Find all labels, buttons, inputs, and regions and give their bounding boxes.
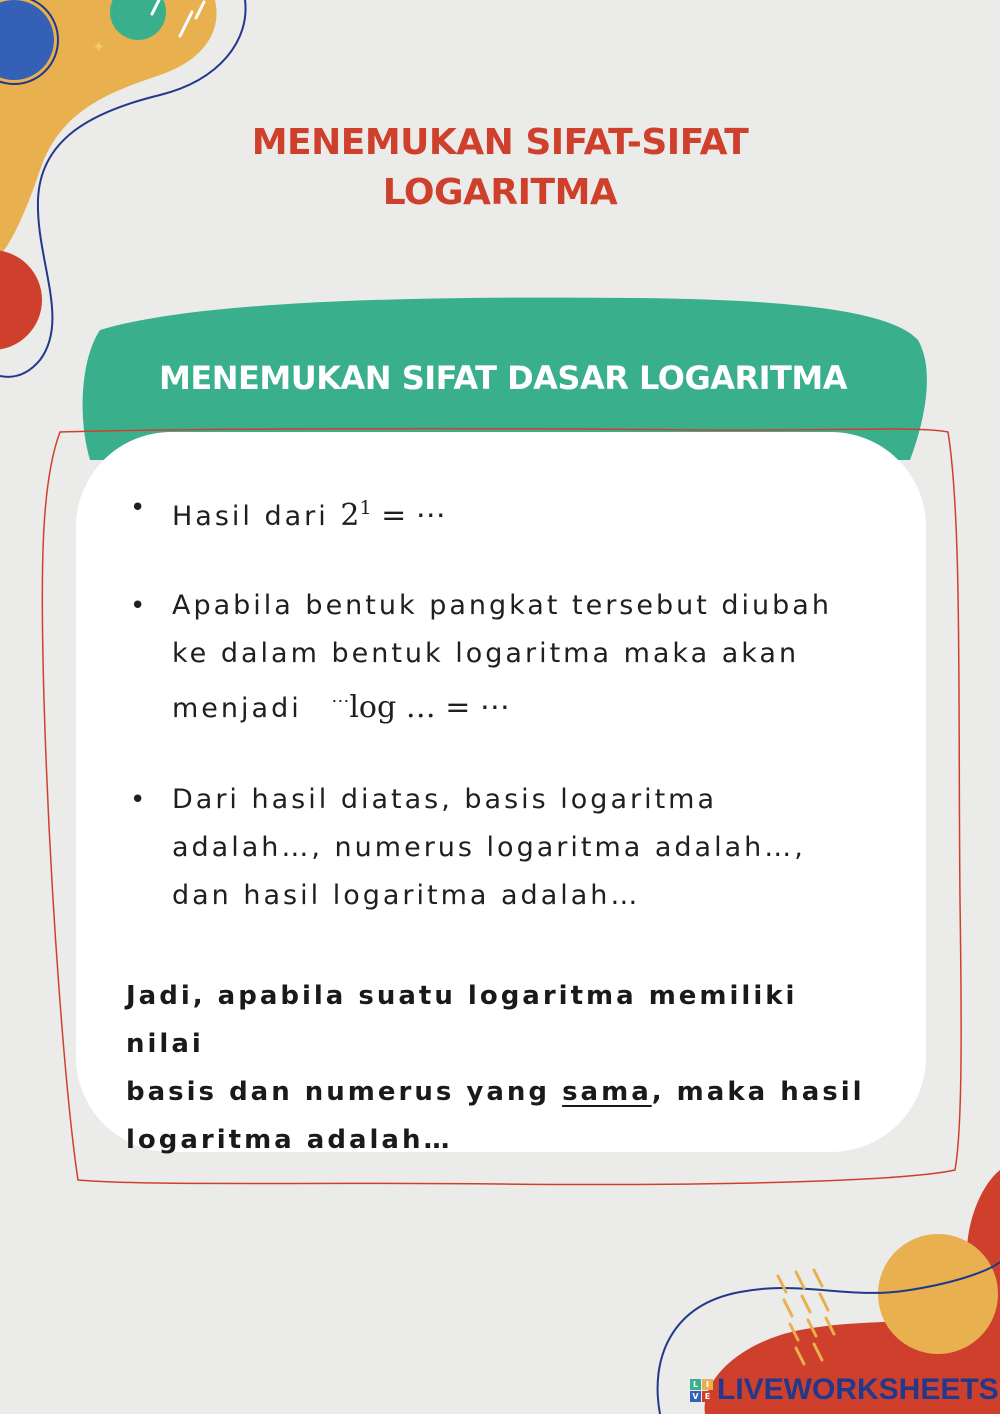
- conclusion-text-part: basis dan numerus yang: [126, 1077, 551, 1107]
- item-text: menjadi: [172, 693, 302, 724]
- red-circle-left: [0, 250, 42, 350]
- title-line-2: LOGARITMA: [382, 172, 618, 213]
- bullet-icon: •: [130, 591, 149, 621]
- list-item: [130, 484, 872, 541]
- logo-letter: I: [702, 1379, 713, 1390]
- brand-name: LIVEWORKSHEETS: [717, 1373, 999, 1406]
- underlined-word: sama: [562, 1077, 652, 1107]
- item-line: dan hasil logaritma adalah…: [172, 880, 641, 911]
- item-line: ke dalam bentuk logaritma maka akan: [172, 638, 800, 669]
- logo-letter: E: [702, 1391, 713, 1402]
- conclusion-line: [126, 1068, 886, 1116]
- math-expression: [331, 690, 510, 725]
- title-line-1: MENEMUKAN SIFAT-SIFAT: [251, 122, 749, 163]
- math-expression: [340, 498, 445, 533]
- item-text: Hasil dari: [172, 501, 329, 532]
- list-item: [130, 582, 872, 733]
- bullet-icon: •: [130, 493, 149, 523]
- star-icon: ✦: [92, 37, 106, 56]
- orange-circle-bottom-right: [878, 1234, 998, 1354]
- content-card: [76, 432, 926, 1155]
- conclusion-line: logaritma adalah…: [126, 1125, 453, 1155]
- math-log: log … = ⋯: [349, 690, 510, 725]
- bullet-icon: •: [130, 785, 149, 815]
- math-base: 2: [340, 498, 360, 533]
- banner-heading: MENEMUKAN SIFAT DASAR LOGARITMA: [159, 359, 847, 397]
- conclusion-text: [126, 972, 886, 1164]
- math-exponent: 1: [359, 497, 372, 519]
- math-rest: = ⋯: [381, 498, 446, 533]
- logo-letter: V: [690, 1391, 701, 1402]
- page-title: [200, 118, 800, 218]
- item-line: Apabila bentuk pangkat tersebut diubah: [172, 590, 832, 621]
- logo-letter: L: [690, 1379, 701, 1390]
- item-line: adalah…, numerus logaritma adalah…,: [172, 832, 806, 863]
- list-item: [130, 776, 872, 920]
- item-line: [172, 678, 872, 733]
- liveworksheets-logo-icon: [690, 1379, 713, 1402]
- conclusion-line: Jadi, apabila suatu logaritma memiliki nilai: [126, 981, 798, 1059]
- item-line: Dari hasil diatas, basis logaritma: [172, 784, 718, 815]
- conclusion-text-part: , maka hasil: [651, 1077, 865, 1107]
- math-log-base: ⋯: [331, 691, 350, 712]
- liveworksheets-brand[interactable]: [690, 1372, 999, 1408]
